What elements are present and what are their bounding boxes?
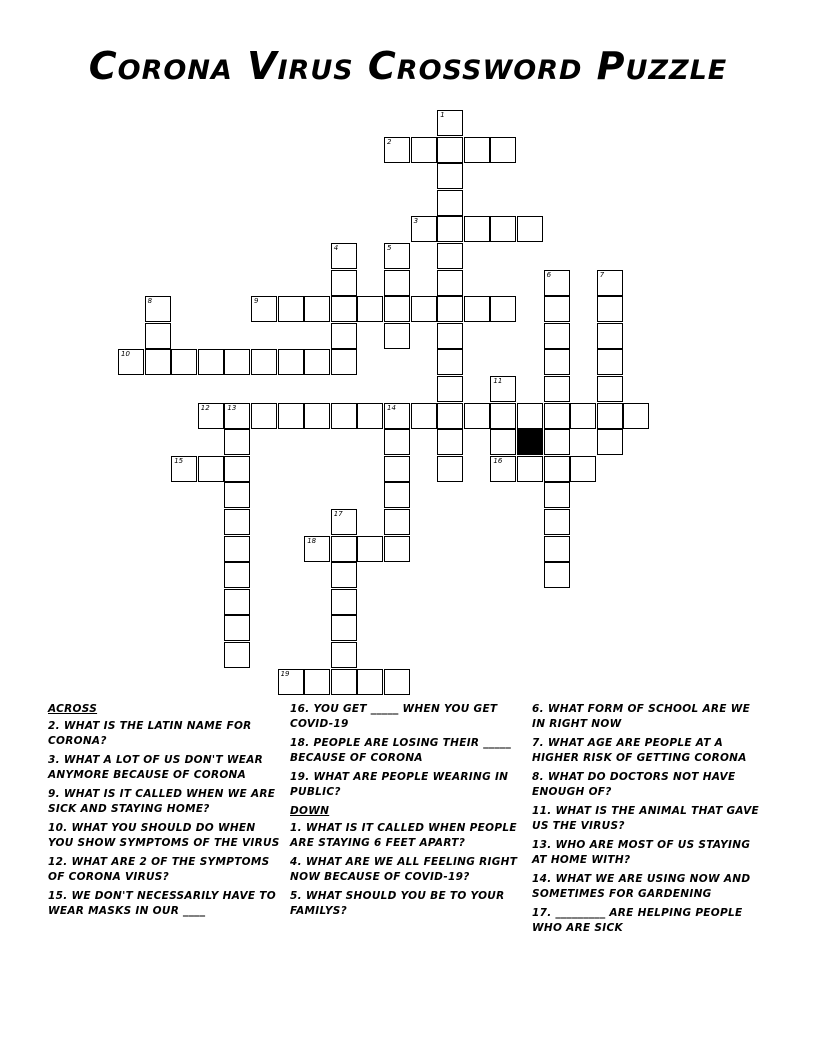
grid-cell[interactable] xyxy=(597,323,623,349)
grid-cell[interactable] xyxy=(544,536,570,562)
grid-cell[interactable] xyxy=(437,163,463,189)
grid-cell[interactable] xyxy=(251,349,277,375)
grid-cell[interactable] xyxy=(384,403,410,429)
clue-number: 6 xyxy=(546,270,552,279)
across-heading: ACROSS xyxy=(48,703,98,715)
grid-cell[interactable] xyxy=(437,190,463,216)
grid-cell[interactable] xyxy=(597,270,623,296)
grid-cell[interactable] xyxy=(304,669,330,695)
grid-cell[interactable] xyxy=(384,296,410,322)
grid-cell[interactable] xyxy=(384,270,410,296)
grid-cell[interactable] xyxy=(597,429,623,455)
grid-cell[interactable] xyxy=(437,216,463,242)
grid-cell[interactable] xyxy=(464,216,490,242)
grid-cell[interactable] xyxy=(490,376,516,402)
grid-cell[interactable] xyxy=(171,349,197,375)
grid-cell[interactable] xyxy=(384,429,410,455)
across-clue-12: 12. WHAT ARE 2 OF THE SYMPTOMS OF CORONA VIRUS? xyxy=(48,856,270,883)
grid-cell[interactable] xyxy=(198,403,224,429)
across-clue-3: 3. WHAT A LOT OF US DON'T WEAR ANYMORE BECAUSE OF CORONA xyxy=(48,754,264,781)
down-clue-6: 6. WHAT FORM OF SCHOOL ARE WE IN RIGHT NOW xyxy=(532,703,751,730)
down-clue-13: 13. WHO ARE MOST OF US STAYING AT HOME WITH? xyxy=(532,839,751,866)
grid-cell[interactable] xyxy=(251,296,277,322)
clue-number: 1 xyxy=(440,111,445,119)
grid-cell[interactable] xyxy=(224,615,250,641)
grid-cell[interactable] xyxy=(544,296,570,322)
across-clue-2: 2. WHAT IS THE LATIN NAME FOR CORONA? xyxy=(48,720,252,747)
grid-cell[interactable] xyxy=(331,243,357,269)
grid-cell[interactable] xyxy=(224,589,250,615)
grid-cell[interactable] xyxy=(224,429,250,455)
clue-number: 17 xyxy=(333,510,343,518)
grid-cell[interactable] xyxy=(331,669,357,695)
grid-cell[interactable] xyxy=(278,296,304,322)
across-clue-16: 16. YOU GET _____ WHEN YOU GET COVID-19 xyxy=(290,703,498,730)
grid-cell[interactable] xyxy=(544,562,570,588)
grid-cell[interactable] xyxy=(357,296,383,322)
grid-cell[interactable] xyxy=(544,429,570,455)
grid-cell[interactable] xyxy=(145,296,171,322)
clue-number: 13 xyxy=(227,403,237,412)
down-clue-17: 17. _________ ARE HELPING PEOPLE WHO ARE SICK xyxy=(532,907,743,934)
down-heading: DOWN xyxy=(290,805,330,817)
clue-number: 10 xyxy=(121,350,130,359)
grid-cell[interactable] xyxy=(411,216,437,242)
across-clue-15: 15. WE DON'T NECESSARILY HAVE TO WEAR MASKS IN OUR ____ xyxy=(48,890,276,917)
grid-cell[interactable] xyxy=(331,296,357,322)
clue-number: 19 xyxy=(280,669,290,678)
clue-number: 2 xyxy=(387,137,392,146)
grid-cell[interactable] xyxy=(251,403,277,429)
grid-cell[interactable] xyxy=(224,509,250,535)
grid-cell[interactable] xyxy=(304,403,330,429)
across-clue-10: 10. WHAT YOU SHOULD DO WHEN YOU SHOW SYMPTOMS OF THE VIRUS xyxy=(48,822,280,849)
clue-number: 7 xyxy=(599,270,605,279)
down-clue-1: 1. WHAT IS IT CALLED WHEN PEOPLE ARE STAYING 6 FEET APART? xyxy=(290,822,517,849)
clue-number: 16 xyxy=(493,456,503,465)
grid-cell[interactable] xyxy=(304,536,330,562)
grid-cell[interactable] xyxy=(384,137,410,163)
grid-cell[interactable] xyxy=(544,482,570,508)
grid-cell[interactable] xyxy=(544,270,570,296)
grid-cell[interactable] xyxy=(411,137,437,163)
grid-cell[interactable] xyxy=(384,482,410,508)
grid-cell[interactable] xyxy=(198,349,224,375)
grid-cell[interactable] xyxy=(331,403,357,429)
grid-cell[interactable] xyxy=(411,296,437,322)
grid-cell[interactable] xyxy=(437,137,463,163)
grid-cell[interactable] xyxy=(278,403,304,429)
grid-cell[interactable] xyxy=(517,456,543,482)
grid-cell[interactable] xyxy=(544,403,570,429)
puzzle-title: Corona Virus Crossword Puzzle xyxy=(88,44,728,88)
grid-cell[interactable] xyxy=(437,270,463,296)
grid-cell[interactable] xyxy=(544,323,570,349)
grid-cell[interactable] xyxy=(384,669,410,695)
grid-cell[interactable] xyxy=(331,536,357,562)
down-clue-14: 14. WHAT WE ARE USING NOW AND SOMETIMES FOR GARDENING xyxy=(532,873,751,900)
grid-cell[interactable] xyxy=(623,403,649,429)
clue-number: 15 xyxy=(174,456,184,465)
grid-cell[interactable] xyxy=(490,456,516,482)
down-clue-7: 7. WHAT AGE ARE PEOPLE AT A HIGHER RISK OF GETTING CORONA xyxy=(532,737,747,764)
grid-cell[interactable] xyxy=(437,323,463,349)
grid-cell[interactable] xyxy=(331,642,357,668)
grid-cell[interactable] xyxy=(331,615,357,641)
grid-cell[interactable] xyxy=(490,296,516,322)
grid-cell[interactable] xyxy=(437,403,463,429)
grid-cell[interactable] xyxy=(544,376,570,402)
grid-cell[interactable] xyxy=(464,137,490,163)
clue-number: 11 xyxy=(493,377,503,385)
grid-cell[interactable] xyxy=(437,296,463,322)
grid-cell[interactable] xyxy=(331,349,357,375)
grid-cell[interactable] xyxy=(198,456,224,482)
grid-cell[interactable] xyxy=(224,642,250,668)
blocked-cell xyxy=(517,429,543,455)
down-clue-4: 4. WHAT ARE WE ALL FEELING RIGHT NOW BECAUSE OF COVID-19? xyxy=(290,856,518,883)
grid-cell[interactable] xyxy=(278,669,304,695)
grid-cell[interactable] xyxy=(464,296,490,322)
grid-cell[interactable] xyxy=(224,456,250,482)
grid-cell[interactable] xyxy=(384,323,410,349)
grid-cell[interactable] xyxy=(597,403,623,429)
grid-cell[interactable] xyxy=(597,376,623,402)
grid-cell[interactable] xyxy=(331,323,357,349)
down-clue-5: 5. WHAT SHOULD YOU BE TO YOUR FAMILYS? xyxy=(290,890,505,917)
grid-cell[interactable] xyxy=(224,482,250,508)
clue-number: 8 xyxy=(147,297,153,306)
clue-number: 12 xyxy=(200,403,210,412)
grid-cell[interactable] xyxy=(357,669,383,695)
across-clue-9: 9. WHAT IS IT CALLED WHEN WE ARE SICK AND STAYING HOME? xyxy=(48,788,276,815)
grid-cell[interactable] xyxy=(437,429,463,455)
grid-cell[interactable] xyxy=(597,296,623,322)
clue-number: 14 xyxy=(387,403,396,412)
clue-number: 4 xyxy=(333,244,339,252)
clue-number: 3 xyxy=(413,217,419,226)
grid-cell[interactable] xyxy=(357,536,383,562)
grid-cell[interactable] xyxy=(357,403,383,429)
grid-cell[interactable] xyxy=(145,323,171,349)
across-clue-19: 19. WHAT ARE PEOPLE WEARING IN PUBLIC? xyxy=(290,771,509,798)
grid-cell[interactable] xyxy=(490,403,516,429)
grid-cell[interactable] xyxy=(304,296,330,322)
clue-number: 18 xyxy=(307,536,317,545)
grid-cell[interactable] xyxy=(490,216,516,242)
grid-cell[interactable] xyxy=(224,349,250,375)
grid-cell[interactable] xyxy=(411,403,437,429)
down-clue-11: 11. WHAT IS THE ANIMAL THAT GAVE US THE VIRUS? xyxy=(532,805,760,832)
clue-number: 5 xyxy=(387,244,392,252)
grid-cell[interactable] xyxy=(437,243,463,269)
grid-cell[interactable] xyxy=(384,456,410,482)
clue-number: 9 xyxy=(254,297,259,306)
grid-cell[interactable] xyxy=(544,509,570,535)
grid-cell[interactable] xyxy=(331,562,357,588)
clue-column-2 xyxy=(290,702,522,923)
grid-cell[interactable] xyxy=(490,429,516,455)
grid-cell[interactable] xyxy=(224,536,250,562)
grid-cell[interactable] xyxy=(145,349,171,375)
grid-cell[interactable] xyxy=(437,376,463,402)
grid-cell[interactable] xyxy=(224,403,250,429)
clue-column-3 xyxy=(532,702,764,940)
grid-cell[interactable] xyxy=(384,243,410,269)
grid-cell[interactable] xyxy=(171,456,197,482)
grid-cell[interactable] xyxy=(490,137,516,163)
grid-cell[interactable] xyxy=(570,403,596,429)
grid-cell[interactable] xyxy=(544,456,570,482)
grid-cell[interactable] xyxy=(517,403,543,429)
grid-cell[interactable] xyxy=(224,562,250,588)
grid-cell[interactable] xyxy=(570,456,596,482)
grid-cell[interactable] xyxy=(517,216,543,242)
across-clue-18: 18. PEOPLE ARE LOSING THEIR _____ BECAUSE OF CORONA xyxy=(290,737,511,764)
grid-cell[interactable] xyxy=(331,589,357,615)
grid-cell[interactable] xyxy=(437,456,463,482)
grid-cell[interactable] xyxy=(278,349,304,375)
grid-cell[interactable] xyxy=(384,536,410,562)
down-clue-8: 8. WHAT DO DOCTORS NOT HAVE ENOUGH OF? xyxy=(532,771,736,798)
grid-cell[interactable] xyxy=(437,110,463,136)
grid-cell[interactable] xyxy=(384,509,410,535)
grid-cell[interactable] xyxy=(437,349,463,375)
clue-column-1 xyxy=(48,702,280,923)
grid-cell[interactable] xyxy=(464,403,490,429)
grid-cell[interactable] xyxy=(118,349,144,375)
grid-cell[interactable] xyxy=(304,349,330,375)
grid-cell[interactable] xyxy=(331,509,357,535)
grid-cell[interactable] xyxy=(544,349,570,375)
grid-cell[interactable] xyxy=(331,270,357,296)
grid-cell[interactable] xyxy=(597,349,623,375)
